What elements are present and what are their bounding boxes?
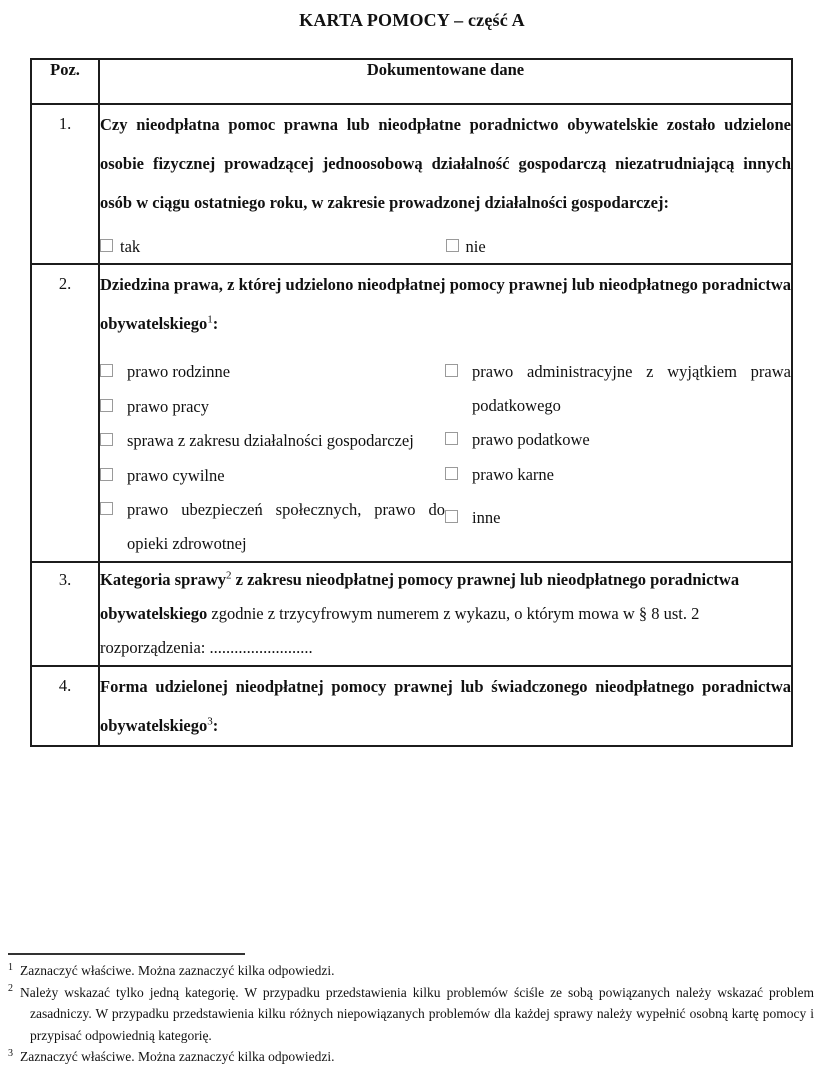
footnote-1-marker: 1 [8, 961, 13, 973]
option-inne[interactable] [445, 501, 791, 535]
row-2-title: Dziedzina prawa, z której udzielono nieodpłatnej pomocy prawnej lub nieodpłatnego poradnictwa obywatelskiego$^1$: [100, 275, 791, 333]
option-prawo-karne[interactable] [445, 458, 791, 492]
footnote-ref-1: 1 [207, 313, 213, 326]
row-2-options-left-column [100, 355, 445, 561]
checkbox-nie-icon[interactable] [446, 239, 459, 252]
row-4-text: Forma udzielonej nieodpłatnej pomocy prawnej lub świadczonego nieodpłatnego poradnictwa obywatelskiego$^3$: [100, 677, 791, 735]
option-label: prawo ubezpieczeń społecznych, prawo do opieki zdrowotnej [127, 500, 445, 553]
option-nie[interactable] [446, 230, 792, 263]
option-label: sprawa z zakresu działalności gospodarczej [127, 431, 414, 450]
option-label: prawo cywilne [127, 465, 225, 485]
table-row-4 [31, 666, 792, 746]
checkbox-tak-icon[interactable] [100, 239, 113, 252]
option-prawo-podatkowe[interactable] [445, 423, 791, 457]
option-prawo-administracyjne[interactable] [445, 355, 791, 422]
checkbox-prawo-administracyjne-icon[interactable] [445, 364, 458, 377]
karta-pomocy-table [30, 58, 793, 747]
footnote-2 [8, 982, 814, 1047]
table-header-row [31, 59, 792, 104]
option-tak-label: tak [120, 237, 141, 256]
checkbox-prawo-podatkowe-icon[interactable] [445, 432, 458, 445]
footnote-1 [8, 960, 814, 982]
footnote-3-text: Zaznaczyć właściwe. Można zaznaczyć kilka odpowiedzi. [20, 1049, 335, 1064]
option-label: prawo pracy [127, 396, 210, 416]
footnote-separator-rule [8, 953, 245, 955]
row-1-options [100, 230, 791, 263]
checkbox-prawo-cywilne-icon[interactable] [100, 468, 113, 481]
row-3-number: 3. [31, 562, 99, 666]
option-prawo-pracy[interactable] [100, 390, 445, 424]
row-2-number: 2. [31, 264, 99, 562]
option-prawo-rodzinne[interactable] [100, 355, 445, 389]
table-row-1 [31, 104, 792, 264]
checkbox-prawo-rodzinne-icon[interactable] [100, 364, 113, 377]
row-2-options [100, 355, 791, 561]
row-1-question: Czy nieodpłatna pomoc prawna lub nieodpłatne poradnictwo obywatelskie zostało udzielone osobie fizycznej prowadzącej jednoosobową działalność gospodarczą niezatrudniającą innych osób w ciągu ostatniego roku, w zakresie prowadzonej działalności gospodarczej: [100, 115, 791, 212]
option-label: prawo rodzinne [127, 362, 231, 381]
checkbox-prawo-karne-icon[interactable] [445, 467, 458, 480]
option-prawo-cywilne[interactable] [100, 459, 445, 493]
checkbox-prawo-pracy-icon[interactable] [100, 399, 113, 412]
page-title: KARTA POMOCY – część A [299, 10, 525, 30]
footnote-ref-3: 3 [207, 715, 213, 728]
footnote-3-marker: 3 [8, 1047, 13, 1059]
option-label: prawo podatkowe [472, 430, 590, 449]
row-2-options-right-column [445, 355, 791, 561]
header-dokumentowane-dane: Dokumentowane dane [99, 59, 792, 104]
option-sprawa-dzialalnosc-gospodarcza[interactable] [100, 424, 445, 458]
header-poz: Poz. [31, 59, 99, 104]
row-3-fill-in-line: zgodnie z trzycyfrowym numerem z wykazu, o którym mowa w § 8 ust. 2 rozporządzenia: ......................... [100, 604, 700, 657]
checkbox-sprawa-gospodarcza-icon[interactable] [100, 433, 113, 446]
footnotes-section [8, 953, 814, 1067]
footnote-2-marker: 2 [8, 983, 13, 994]
option-label: inne [472, 508, 501, 527]
table-row-3 [31, 562, 792, 666]
footnote-2-text: Należy wskazać tylko jedną kategorię. W przypadku przedstawienia kilku problemów ściśle ze sobą powiązanych należy wskazać problem zasadniczy. W przypadku przedstawienia kilku różnych niepowiązanych problemów dla każdej sprawy należy wypełnić osobną kartę pomocy i przypisać odpowiednią kategorię. [20, 984, 814, 1043]
row-4-number: 4. [31, 666, 99, 746]
option-prawo-ubezpieczen[interactable] [100, 493, 445, 560]
table-row-2 [31, 264, 792, 562]
option-label: prawo administracyjne z wyjątkiem prawa podatkowego [472, 362, 791, 415]
footnote-1-text: Zaznaczyć właściwe. Można zaznaczyć kilka odpowiedzi. [20, 963, 335, 978]
row-1-number: 1. [31, 104, 99, 264]
option-tak[interactable] [100, 230, 446, 263]
option-label: prawo karne [472, 464, 555, 484]
option-nie-label: nie [465, 237, 486, 256]
row-3-text: Kategoria sprawy$^2$ z zakresu nieodpłatnej pomocy prawnej lub nieodpłatnego poradnictwa obywatelskiego zgodnie z trzycyfrowym numerem z wykazu, o którym mowa w § 8 ust. 2 rozporządzenia: ......................... [100, 569, 740, 657]
footnote-ref-2: 2 [226, 569, 232, 582]
footnote-3 [8, 1046, 814, 1067]
checkbox-prawo-ubezpieczen-icon[interactable] [100, 502, 113, 515]
checkbox-inne-icon[interactable] [445, 510, 458, 523]
